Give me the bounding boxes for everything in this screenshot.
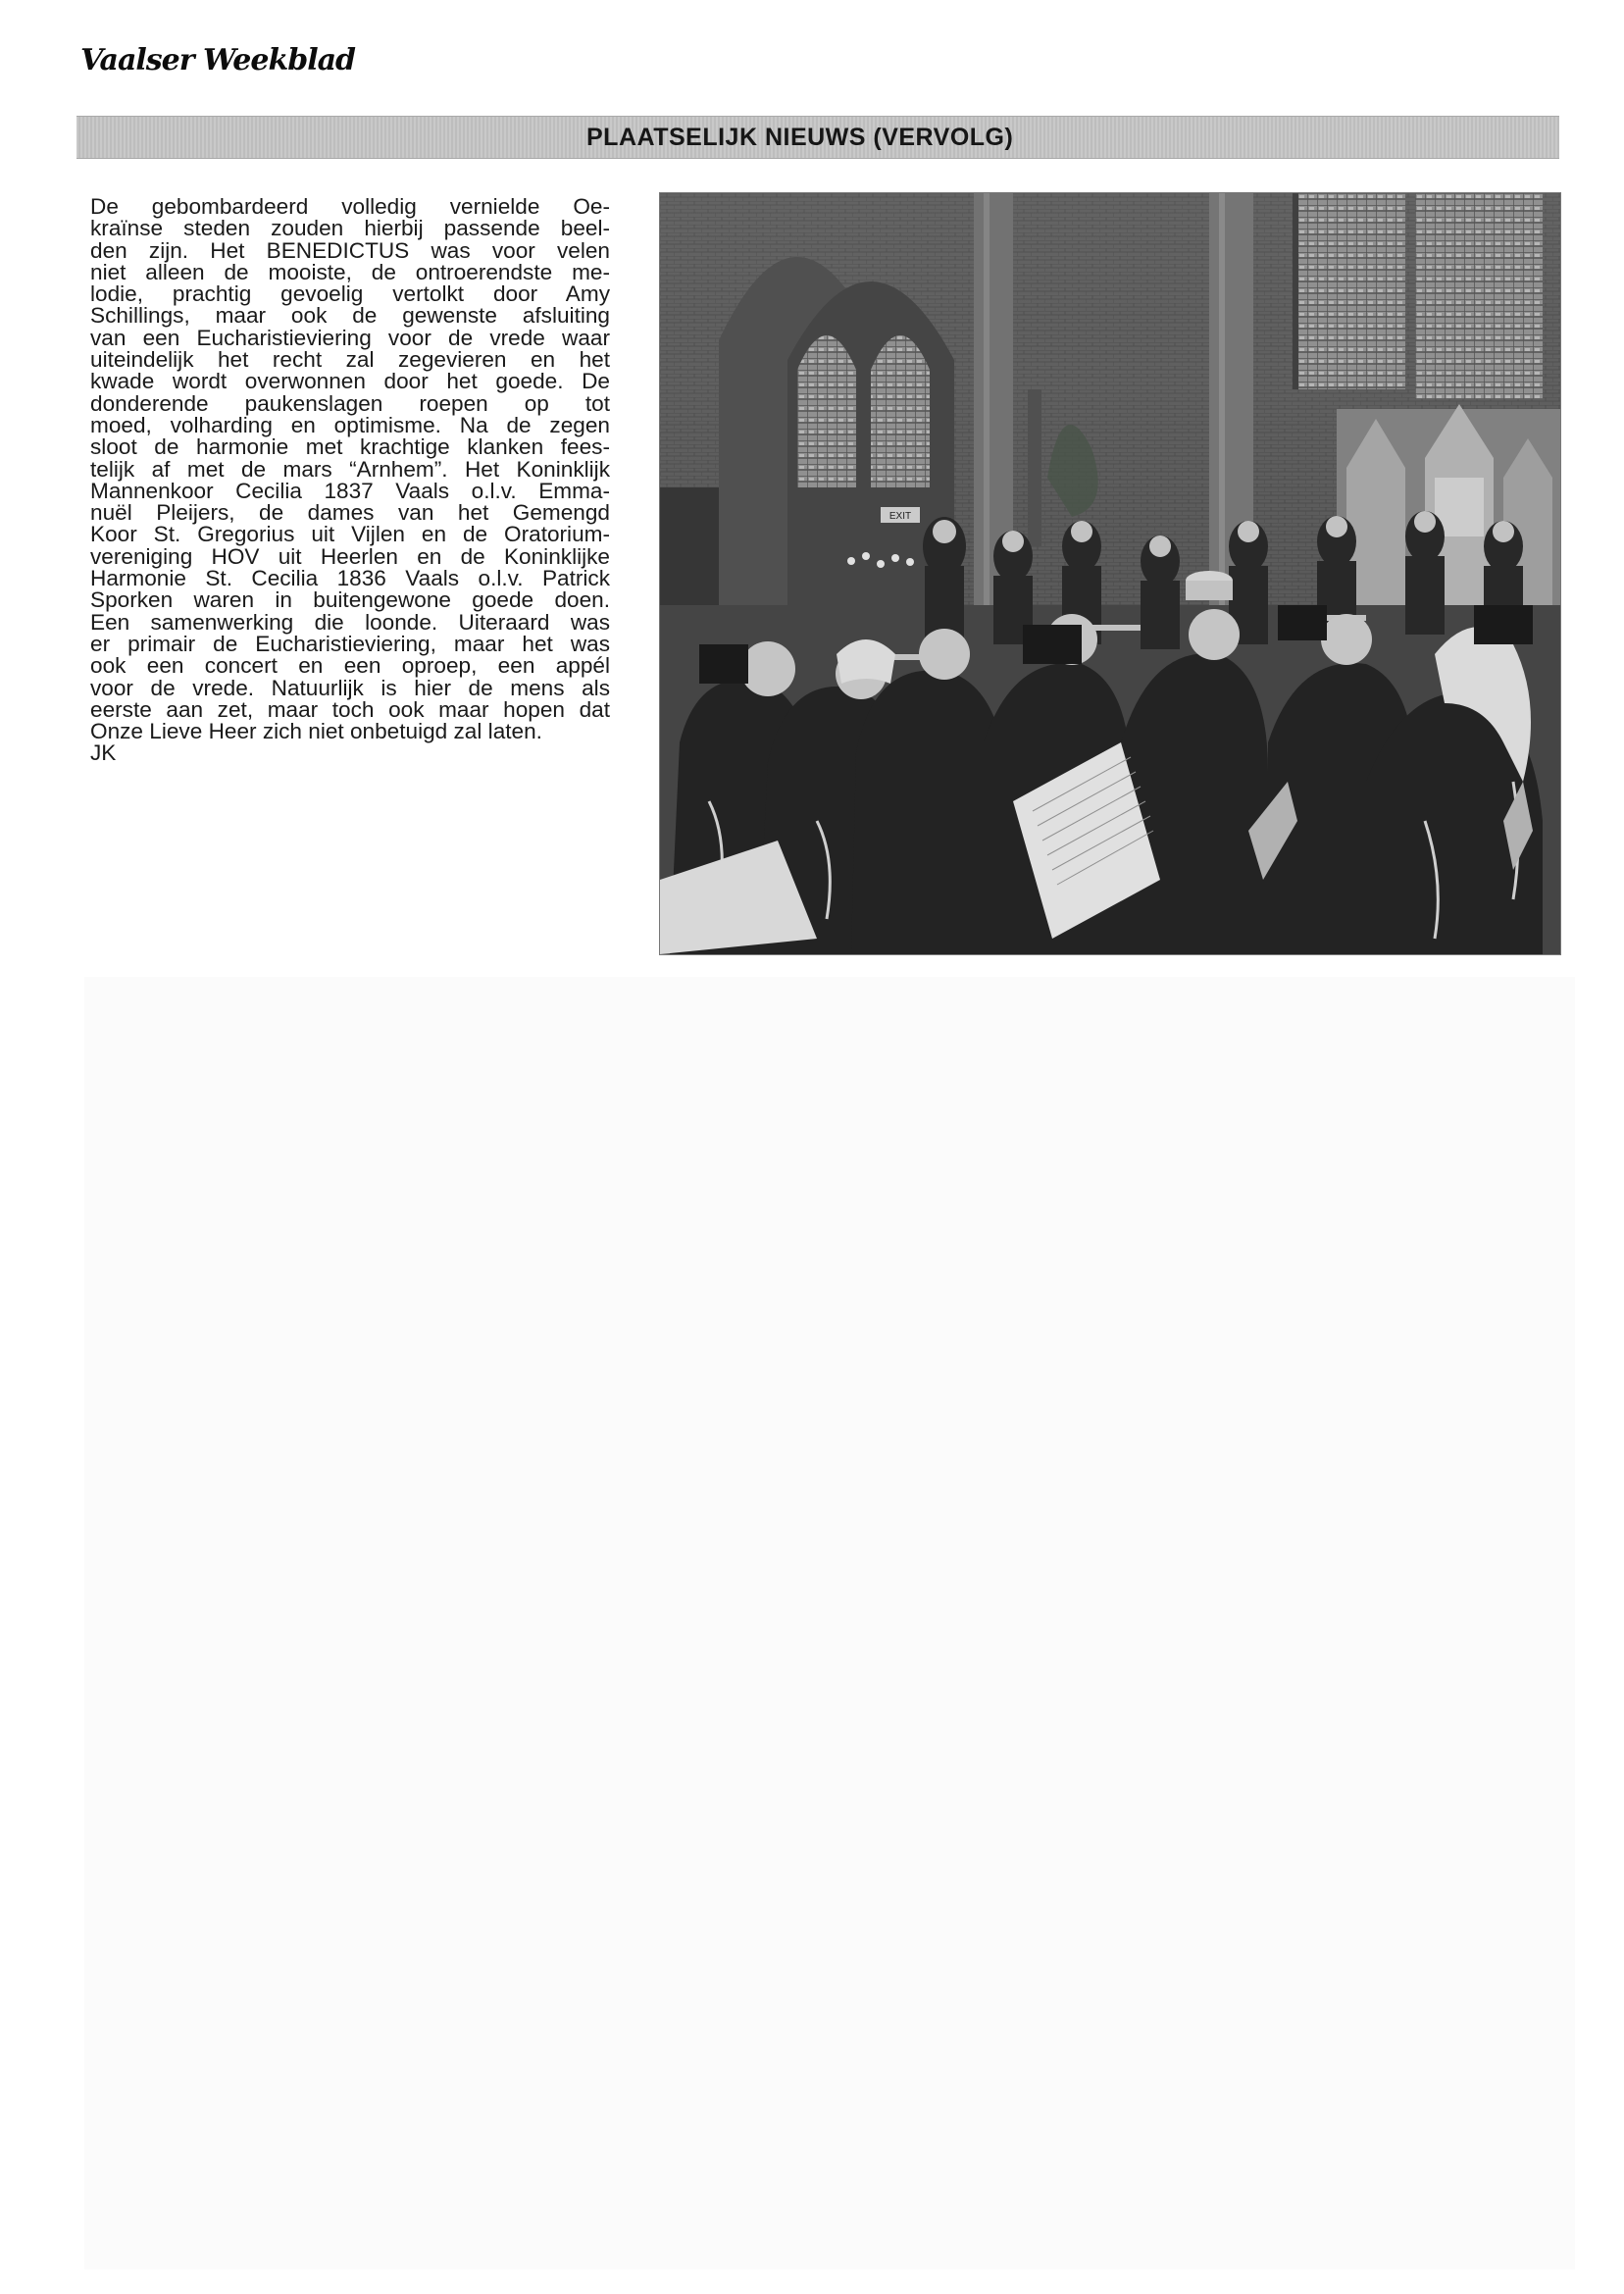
article-author: JK xyxy=(90,740,117,766)
blank-page-area xyxy=(84,977,1575,2269)
article-line: voor de vrede. Natuurlijk is hier de mens als xyxy=(90,675,610,700)
photo-illustration xyxy=(660,193,1560,954)
article-line: sloot de harmonie met krachtige klanken fees- xyxy=(90,434,610,460)
article-line: moed, volharding en optimisme. Na de zegen xyxy=(90,412,610,437)
article-line: Koor St. Gregorius uit Vijlen en de Oratorium- xyxy=(90,522,610,547)
article-line: niet alleen de mooiste, de ontroerendste me- xyxy=(90,259,610,284)
article-line: Mannenkoor Cecilia 1837 Vaals o.l.v. Emma- xyxy=(90,478,610,503)
article-line: uiteindelijk het recht zal zegevieren en het xyxy=(90,347,610,373)
section-title: PLAATSELIJK NIEUWS (VERVOLG) xyxy=(586,124,1014,151)
article-line: lodie, prachtig gevoelig vertolkt door Amy xyxy=(90,281,610,307)
article-line: den zijn. Het BENEDICTUS was voor velen xyxy=(90,237,610,263)
article-line: ook een concert en een oproep, een appél xyxy=(90,653,610,679)
article-line: nuël Pleijers, de dames van het Gemengd xyxy=(90,500,610,526)
article-line: kwade wordt overwonnen door het goede. De xyxy=(90,369,610,394)
article-line: van een Eucharistieviering voor de vrede waar xyxy=(90,325,610,350)
article-line: Harmonie St. Cecilia 1836 Vaals o.l.v. Patrick xyxy=(90,566,610,591)
article-line: Een samenwerking die loonde. Uiteraard was xyxy=(90,609,610,635)
article-line: telijk af met de mars “Arnhem”. Het Koninklijk xyxy=(90,456,610,482)
article-line: kraïnse steden zouden hierbij passende beel- xyxy=(90,216,610,241)
article-line: vereniging HOV uit Heerlen en de Koninklijke xyxy=(90,543,610,569)
section-header-bar xyxy=(76,116,1559,159)
article-line: donderende paukenslagen roepen op tot xyxy=(90,390,610,416)
article-line: eerste aan zet, maar toch ook maar hopen dat xyxy=(90,696,610,722)
article-line: er primair de Eucharistieviering, maar het was xyxy=(90,631,610,656)
masthead-title: Vaalser Weekblad xyxy=(80,43,356,77)
article-line: De gebombardeerd volledig vernielde Oe- xyxy=(90,194,610,219)
article-text xyxy=(90,196,610,765)
exit-sign-text: EXIT xyxy=(888,511,912,522)
article-line: Schillings, maar ook de gewenste afsluiting xyxy=(90,303,610,329)
photo-church-concert xyxy=(659,192,1561,955)
article-line: Onze Lieve Heer zich niet onbetuigd zal laten. xyxy=(90,719,542,744)
article-line: Sporken waren in buitengewone goede doen. xyxy=(90,587,610,613)
